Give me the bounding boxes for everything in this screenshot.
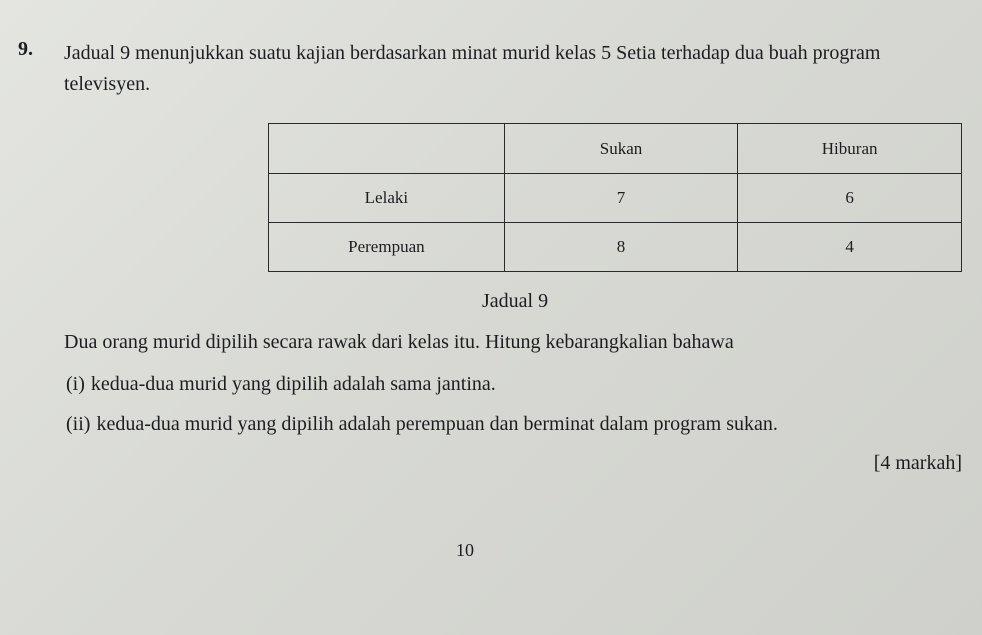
question-prompt: Dua orang murid dipilih secara rawak dari kelas itu. Hitung kebarangkalian bahawa xyxy=(64,331,734,353)
table-header-row xyxy=(269,124,962,174)
data-table xyxy=(268,123,962,272)
question-intro: Jadual 9 menunjukkan suatu kajian berdasarkan minat murid kelas 5 Setia terhadap dua buah program televisyen. xyxy=(64,42,881,95)
page-number: 10 xyxy=(456,540,474,560)
table-row xyxy=(269,174,962,223)
sub-question-ii xyxy=(66,413,778,436)
cell-sukan: 8 xyxy=(504,223,738,272)
row-label: Perempuan xyxy=(269,223,505,272)
header-cell-empty xyxy=(269,124,505,174)
marks-label: [4 markah] xyxy=(873,452,962,474)
sub-question-text: kedua-dua murid yang dipilih adalah perempuan dan berminat dalam program sukan. xyxy=(96,413,778,435)
sub-question-number: (ii) xyxy=(66,413,91,435)
question-number: 9. xyxy=(18,38,33,60)
sub-question-number: (i) xyxy=(66,373,85,395)
header-cell-hiburan: Hiburan xyxy=(738,124,962,174)
cell-sukan: 7 xyxy=(504,174,738,223)
table-caption: Jadual 9 xyxy=(482,290,549,312)
table-row xyxy=(269,223,962,272)
sub-question-i xyxy=(66,373,496,396)
cell-hiburan: 4 xyxy=(738,223,962,272)
sub-question-text: kedua-dua murid yang dipilih adalah sama jantina. xyxy=(90,373,496,395)
row-label: Lelaki xyxy=(269,174,505,223)
cell-hiburan: 6 xyxy=(738,174,962,223)
header-cell-sukan: Sukan xyxy=(504,124,738,174)
